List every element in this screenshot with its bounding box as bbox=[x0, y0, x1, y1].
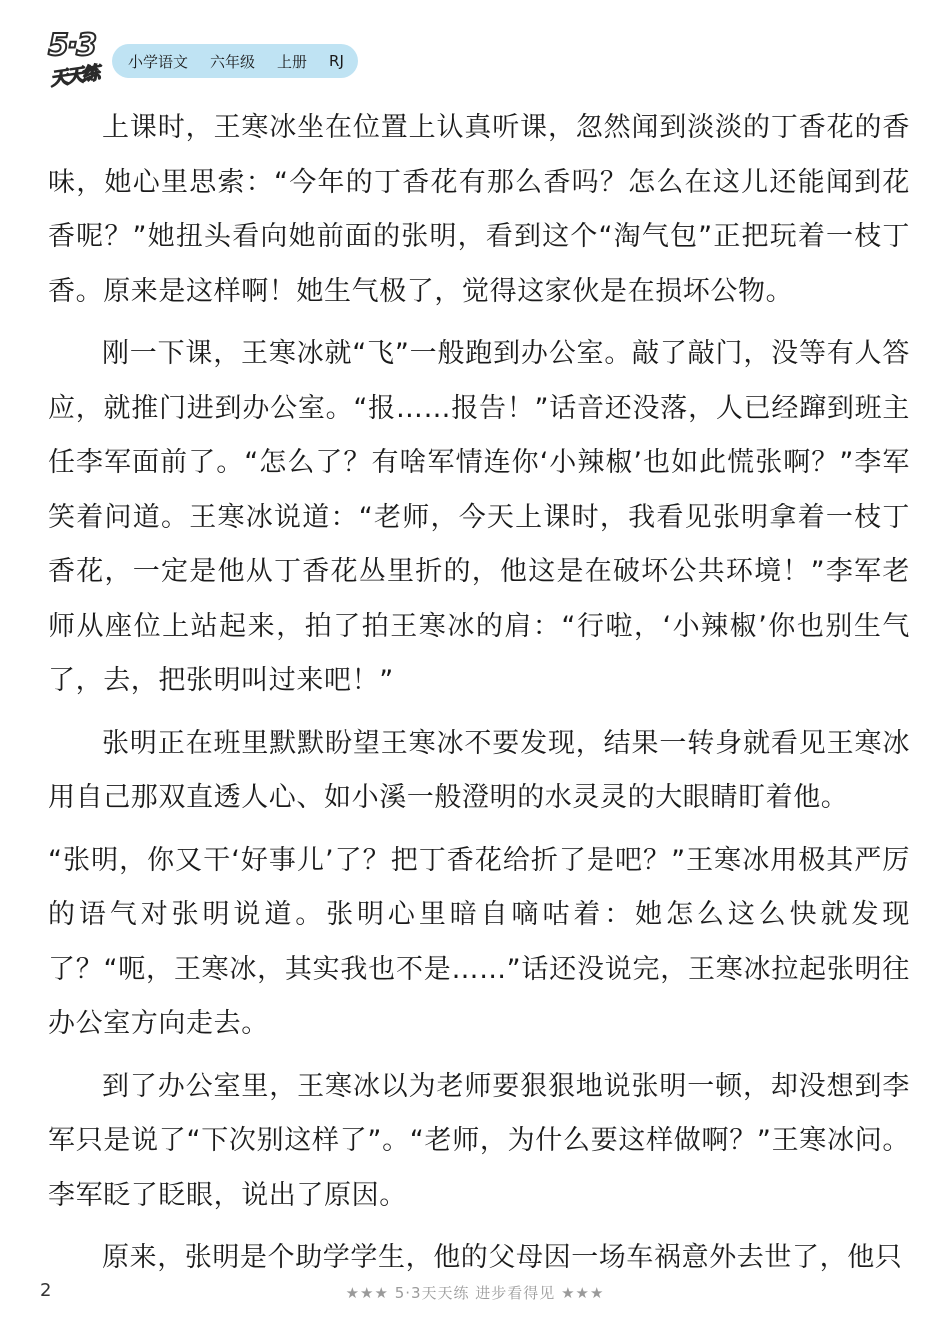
paragraph-1: 上课时，王寒冰坐在位置上认真听课，忽然闻到淡淡的丁香花的香味，她心里思索：“今年的丁香花有那么香吗？怎么在这儿还能闻到花香呢？”她扭头看向她前面的张明，看到这个“淘气包”正把玩着一枝丁香。原来是这样啊！她生气极了，觉得这家伙是在损坏公物。 bbox=[48, 112, 910, 307]
article-body bbox=[48, 101, 910, 1294]
paragraph-4: “张明，你又干‘好事儿’了？把丁香花给折了是吧？”王寒冰用极其严厉的语气对张明说道。张明心里暗自嘀咕着：她怎么这么快就发现了？“呃，王寒冰，其实我也不是……”话还没说完，王寒冰拉起张明往办公室方向走去。 bbox=[48, 844, 910, 1039]
logo-number: 5·3 bbox=[48, 28, 96, 63]
edition-label: RJ bbox=[329, 52, 344, 70]
grade-label: 六年级 bbox=[210, 52, 256, 71]
paragraph-3: 张明正在班里默默盼望王寒冰不要发现，结果一转身就看见王寒冰用自己那双直透人心、如小溪一般澄明的水灵灵的大眼睛盯着他。 bbox=[48, 727, 910, 813]
brand-logo bbox=[42, 28, 110, 90]
book-info-bar bbox=[112, 44, 358, 78]
paragraph-5: 到了办公室里，王寒冰以为老师要狠狠地说张明一顿，却没想到李军只是说了“下次别这样了”。“老师，为什么要这样做啊？”王寒冰问。李军眨了眨眼，说出了原因。 bbox=[48, 1070, 910, 1211]
paragraph-6: 原来，张明是个助学学生，他的父母因一场车祸意外去世了，他只 bbox=[102, 1242, 903, 1273]
logo-text: 天天练 bbox=[48, 62, 100, 91]
paragraph-2: 刚一下课，王寒冰就“飞”一般跑到办公室。敲了敲门，没等有人答应，就推门进到办公室。“报……报告！”话音还没落，人已经蹿到班主任李军面前了。“怎么了？有啥军情连你‘小辣椒’也如此慌张啊？”李军笑着问道。王寒冰说道：“老师，今天上课时，我看见张明拿着一枝丁香花，一定是他从丁香花丛里折的，他这是在破坏公共环境！”李军老师从座位上站起来，拍了拍王寒冰的肩：“行啦，‘小辣椒’你也别生气了，去，把张明叫过来吧！” bbox=[48, 338, 910, 696]
footer-tagline: ★★★ 5·3天天练 进步看得见 ★★★ bbox=[345, 1284, 605, 1302]
volume-label: 上册 bbox=[277, 52, 308, 71]
subject-label: 小学语文 bbox=[128, 52, 189, 71]
page-number: 2 bbox=[40, 1280, 52, 1301]
